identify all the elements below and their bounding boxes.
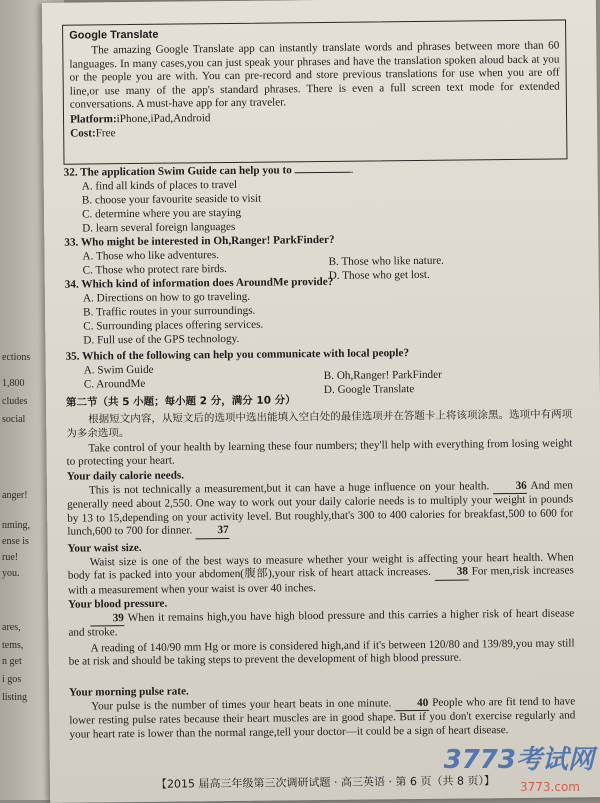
option: A. Directions on how to go traveling. xyxy=(82,290,251,305)
under-fragment: rue! xyxy=(2,552,19,563)
heading-waist: Your waist size. xyxy=(67,541,142,555)
under-fragment: tems, xyxy=(2,640,24,651)
section-heading: 第二节（共 5 小题；每小题 2 分，满分 10 分） xyxy=(65,394,296,409)
option: D. Full use of the GPS technology. xyxy=(83,332,240,347)
question-32: 32. The application Swim Guide can help you to . xyxy=(63,163,354,179)
under-fragment: anger! xyxy=(2,490,28,501)
under-fragment: social xyxy=(2,414,26,425)
answer-blank xyxy=(295,172,351,174)
option: A. Swim Guide xyxy=(83,363,154,377)
google-translate-box xyxy=(62,19,567,164)
exam-page xyxy=(42,0,600,803)
passage-intro: Take control of your health by learning these four numbers; they'll help with everything from losing weight to protecting your heart. xyxy=(66,437,573,469)
blank-38[interactable]: 38 xyxy=(434,566,468,581)
paragraph-pulse xyxy=(69,695,575,742)
under-fragment: ections xyxy=(2,352,31,363)
heading-calorie: Your daily calorie needs. xyxy=(66,469,185,483)
heading-blood-pressure: Your blood pressure. xyxy=(68,597,168,611)
option: D. Those who get lost. xyxy=(328,268,430,282)
under-fragment: n get xyxy=(2,656,22,667)
under-fragment: ares, xyxy=(2,622,21,633)
question-35: 35. Which of the following can help you communicate with local people? xyxy=(65,347,410,363)
text: When it remains high,you have high blood pressure and this carries a higher risk of heart disease and stroke. xyxy=(68,607,575,640)
under-fragment: listing xyxy=(2,692,28,703)
watermark-url: 3773.com xyxy=(520,780,580,794)
platform-value: iPhone,iPad,Android xyxy=(116,112,211,126)
option: C. Surrounding places offering services. xyxy=(83,318,264,333)
under-fragment: you. xyxy=(2,568,20,579)
text: Waist size is one of the best ways to measure whether your weight is affecting your heart health. When body fat is packed into your abdomen(腹部),your risk of heart attack increases. xyxy=(67,551,574,583)
question-33: 33. Who might be interested in Oh,Ranger! ParkFinder? xyxy=(64,233,335,249)
blank-37[interactable]: 37 xyxy=(195,524,229,539)
option: C. determine where you are staying xyxy=(81,206,242,221)
option: B. Traffic routes in your surroundings. xyxy=(83,304,256,319)
text: And men generally need about 2,550. One way to work out your daily calorie needs is to multiply your weight in pounds by 13 to 15,depending on your activity level. But roughly,that's 300 to 400 calories for breakfast,500 to 600 for lunch,600 to 700 for dinner. xyxy=(67,479,574,538)
option: B. Oh,Ranger! ParkFinder xyxy=(323,368,442,382)
under-fragment: nming, xyxy=(2,520,31,531)
blank-39[interactable]: 39 xyxy=(90,612,124,627)
under-fragment: 1,800 xyxy=(2,378,25,389)
box-body: The amazing Google Translate app can instantly translate words and phrases between more than 60 languages. In many cases,you can just speak your phrases and have the translation spoken aloud back at you or the people you are with. You can pre-record and store previous translations for use when you are off line,or use many of the app's standard phrases. There is even a full screen text mode for extended conversations. A must-have app for any traveler. xyxy=(69,39,560,111)
section-instruction: 根据短文内容，从短文后的选项中选出能填入空白处的最佳选项并在答题卡上将该项涂黑。选项中有两项为多余选项。 xyxy=(66,408,573,440)
under-fragment: ense is xyxy=(2,536,29,547)
paragraph-waist xyxy=(68,551,574,598)
platform-label: Platform: xyxy=(69,113,117,127)
option: D. Google Translate xyxy=(323,383,415,396)
option: B. Those who like nature. xyxy=(328,254,445,268)
blank-40[interactable]: 40 xyxy=(395,697,429,712)
text: For men,risk increases with a measurement when your waist is over 40 inches. xyxy=(67,564,574,597)
heading-pulse: Your morning pulse rate. xyxy=(68,685,189,699)
option: A. find all kinds of places to travel xyxy=(81,178,238,193)
under-fragment: cludes xyxy=(2,396,28,407)
question-34: 34. Which kind of information does AroundMe provide? xyxy=(64,275,334,291)
option: C. Those who protect rare birds. xyxy=(82,262,227,277)
box-title: Google Translate xyxy=(69,28,159,42)
text: People who are fit tend to have lower resting pulse rates because their heart muscles are in good shape. But if you don't exercise regularly and your heart rate is lower than the normal range,tell your doctor—it could be a sign of heart disease. xyxy=(69,695,576,741)
watermark-logo: 3773考试网 xyxy=(443,745,594,775)
cost-label: Cost: xyxy=(70,127,96,140)
paragraph-calorie xyxy=(67,479,574,540)
option: B. choose your favourite seaside to visit xyxy=(81,192,262,207)
option: C. AroundMe xyxy=(83,377,146,391)
option: D. learn several foreign languages xyxy=(82,220,236,235)
under-fragment: i gos xyxy=(2,674,22,685)
text: This is not technically a measurement,but it can have a huge influence on your health. xyxy=(88,480,490,497)
paragraph-blood-pressure xyxy=(68,607,574,640)
option: A. Those who like adventures. xyxy=(82,249,220,263)
cost-value: Free xyxy=(95,127,116,140)
paragraph-reading: A reading of 140/90 mm Hg or more is considered high,and if it's between 120/80 and 139/89,you may still be at risk and should be taking steps to prevent the development of high blood pressure. xyxy=(68,637,575,669)
question-stem: 32. The application Swim Guide can help you to xyxy=(63,164,292,179)
page-footer: 【2015 届高三年级第三次调研试题 · 高三英语 · 第 6 页（共 8 页）】 xyxy=(155,774,496,791)
blank-36[interactable]: 36 xyxy=(493,480,527,495)
text: Your pulse is the number of times your heart beats in one minute. xyxy=(91,697,392,713)
